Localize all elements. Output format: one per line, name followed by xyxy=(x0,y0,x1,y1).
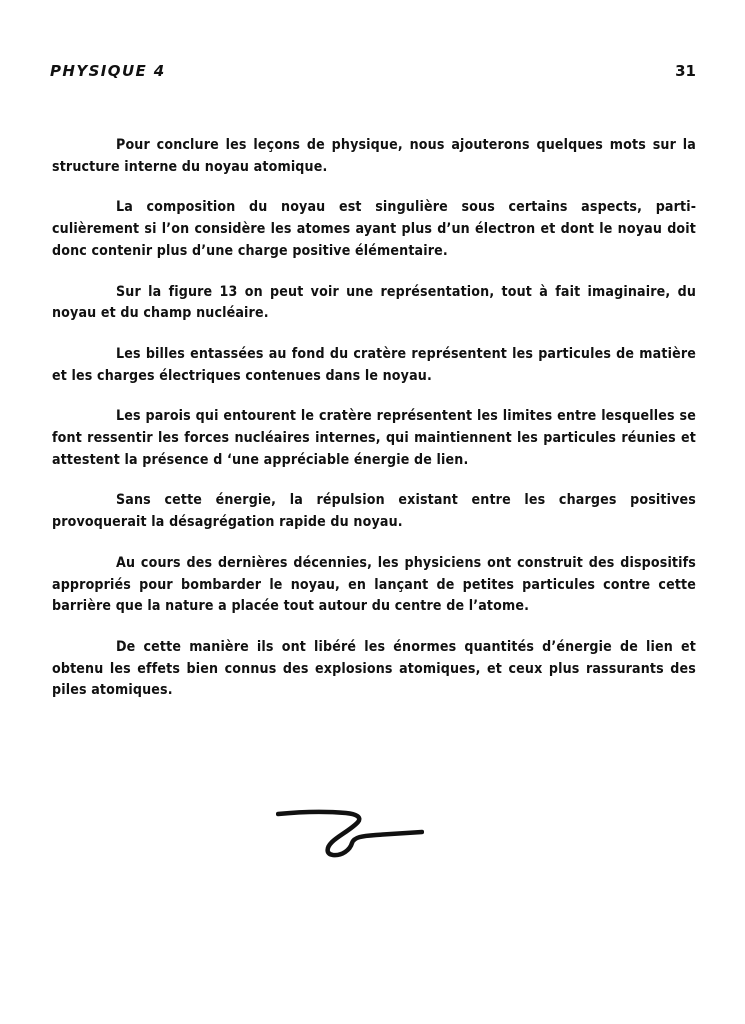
paragraph-7: Au cours des dernières décennies, les physiciens ont construit des dispositifs appropriés pour bombarder le noyau, en lançant de petites particules contre cette barrière que la nature a placée tout autour du centre de l’atome. xyxy=(52,554,696,615)
paragraph-6: Sans cette énergie, la répulsion existant entre les charges positives provoquerait la désagrégation rapide du noyau. xyxy=(52,492,696,531)
body-text xyxy=(52,135,696,721)
paragraph-8: De cette manière ils ont libéré les énormes quantités d’énergie de lien et obtenu les effets bien connus des explosions atomiques, et ceux plus rassurants des piles atomiques. xyxy=(52,638,696,699)
paragraph-4: Les billes entassées au fond du cratère représentent les particules de matière et les charges électriques contenues dans le noyau. xyxy=(52,345,696,384)
paragraph-2: La composition du noyau est singulière sous certains aspects, particulièrement si l’on considère les atomes ayant plus d’un électron et dont le noyau doit donc contenir plus d’une charge positive élémentaire. xyxy=(52,199,696,259)
handwritten-signature-icon xyxy=(276,808,424,864)
paragraph-5: Les parois qui entourent le cratère représentent les limites entre lesquelles se font ressentir les forces nucléaires internes, qui maintiennent les particules réunies et attestent la présence d ‘une appréciable énergie de lien. xyxy=(52,408,696,468)
page-header xyxy=(50,62,696,84)
paragraph-1: Pour conclure les leçons de physique, nous ajouterons quelques mots sur la structure interne du noyau atomique. xyxy=(52,137,696,175)
paragraph-3: Sur la figure 13 on peut voir une représentation, tout à fait imaginaire, du noyau et du champ nucléaire. xyxy=(52,283,696,322)
chapter-title: PHYSIQUE 4 xyxy=(50,62,166,80)
page-number: 31 xyxy=(675,62,696,80)
